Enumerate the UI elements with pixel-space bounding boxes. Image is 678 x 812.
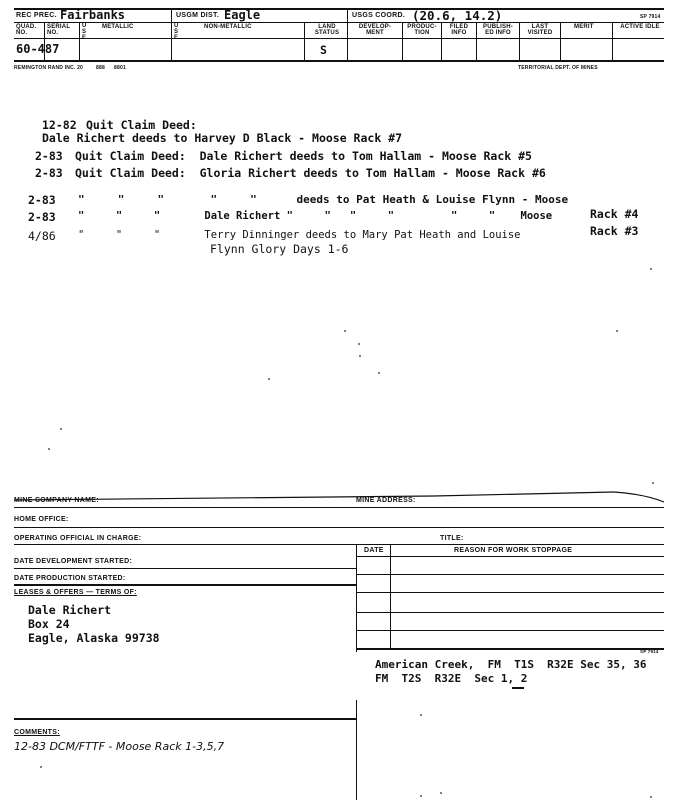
active-idle-label: ACTIVE IDLE	[620, 24, 660, 30]
metallic-label: METALLIC	[102, 24, 134, 30]
use-label-2: U S E	[174, 23, 179, 41]
top-rule	[14, 480, 664, 504]
entry-text: " " " Terry Dinninger deeds to Mary Pat Heath and Louise	[78, 229, 521, 241]
footer-code-2: 8801	[114, 65, 126, 71]
land-status-value: S	[320, 43, 327, 57]
entry-text: " " " Dale Richert " " " " " " Moose	[78, 210, 553, 222]
footer-right: TERRITORIAL DEPT. OF MINES	[518, 65, 598, 71]
location-line-2: FM T2S R32E Sec 1, 2	[375, 672, 528, 685]
title-label: TITLE:	[440, 535, 464, 542]
published-info-label: PUBLISH-ED INFO	[483, 24, 513, 36]
footer-left: REMINGTON RAND INC. 20	[14, 65, 84, 71]
develop-ment-label: DEVELOP-MENT	[358, 24, 392, 36]
use-label: U S E	[82, 23, 87, 41]
entry-text: Rack #3	[590, 224, 639, 238]
entry-date: 2-83	[35, 149, 63, 163]
operating-official-label: OPERATING OFFICIAL IN CHARGE:	[14, 535, 142, 542]
entry-date: 4/86	[28, 229, 56, 243]
entry-text: Rack #4	[590, 207, 639, 221]
serial-no-label: SERIAL NO.	[47, 24, 71, 36]
merit-label: MERIT	[574, 24, 594, 30]
produc-tion-label: PRODUC-TION	[407, 24, 437, 36]
date-prod-label: DATE PRODUCTION STARTED:	[14, 575, 126, 582]
rec-prec-value: Fairbanks	[60, 8, 126, 22]
location-line-1: American Creek, FM T1S R32E Sec 35, 36	[375, 658, 647, 671]
usgm-dist-value: Eagle	[224, 8, 261, 22]
footer-code-1: 888	[96, 65, 105, 71]
quad-no-label: QUAD. NO.	[16, 24, 37, 36]
leases-label: LEASES & OFFERS — TERMS OF:	[14, 589, 137, 596]
usgs-coord-value: (20.6, 14.2)	[412, 8, 503, 23]
entry-date: 2-83	[28, 210, 56, 224]
owner-line-3: Eagle, Alaska 99738	[28, 631, 160, 645]
usgs-coord-label: USGS COORD.	[352, 12, 406, 19]
mine-address-label: MINE ADDRESS:	[356, 497, 416, 504]
non-metallic-label: NON-METALLIC	[204, 24, 252, 30]
filed-info-label: FILED INFO	[449, 24, 469, 36]
entry-date: 2-83	[28, 193, 56, 207]
entry-text: Dale Richert deeds to Harvey D Black - Moose Rack #7	[42, 131, 403, 145]
date-dev-label: DATE DEVELOPMENT STARTED:	[14, 558, 133, 565]
header-grid	[14, 8, 664, 84]
land-status-label: LAND STATUS	[314, 24, 340, 36]
form-number-top: SP 7914	[640, 14, 661, 20]
comments-value: 12-83 DCM/FTTF - Moose Rack 1-3,5,7	[14, 740, 225, 753]
rec-prec-label: REC PREC.	[16, 12, 57, 19]
reason-column-label: REASON FOR WORK STOPPAGE	[454, 547, 573, 554]
comments-label: COMMENTS:	[14, 729, 60, 736]
home-office-label: HOME OFFICE:	[14, 516, 69, 523]
usgm-dist-label: USGM DIST.	[176, 12, 220, 19]
entry-text: Quit Claim Deed: Dale Richert deeds to Tom Hallam - Moose Rack #5	[75, 149, 532, 163]
last-visited-label: LAST VISITED	[527, 24, 553, 36]
entry-date: 2-83	[35, 166, 63, 180]
entry-text: Flynn Glory Days 1-6	[210, 242, 349, 256]
entry-date: 12-82	[42, 118, 77, 132]
entry-text: Quit Claim Deed: Gloria Richert deeds to Tom Hallam - Moose Rack #6	[75, 166, 546, 180]
quad-value: 60-487	[16, 42, 60, 56]
entry-text: Quit Claim Deed:	[86, 118, 197, 132]
mine-company-label: MINE COMPANY NAME:	[14, 497, 99, 504]
form-number-bottom: SP 7914	[640, 649, 659, 654]
owner-line-1: Dale Richert	[28, 603, 112, 617]
date-column-label: DATE	[364, 547, 384, 554]
entry-text: " " " " " deeds to Pat Heath & Louise Flynn - Moose	[78, 193, 569, 206]
owner-line-2: Box 24	[28, 617, 70, 631]
